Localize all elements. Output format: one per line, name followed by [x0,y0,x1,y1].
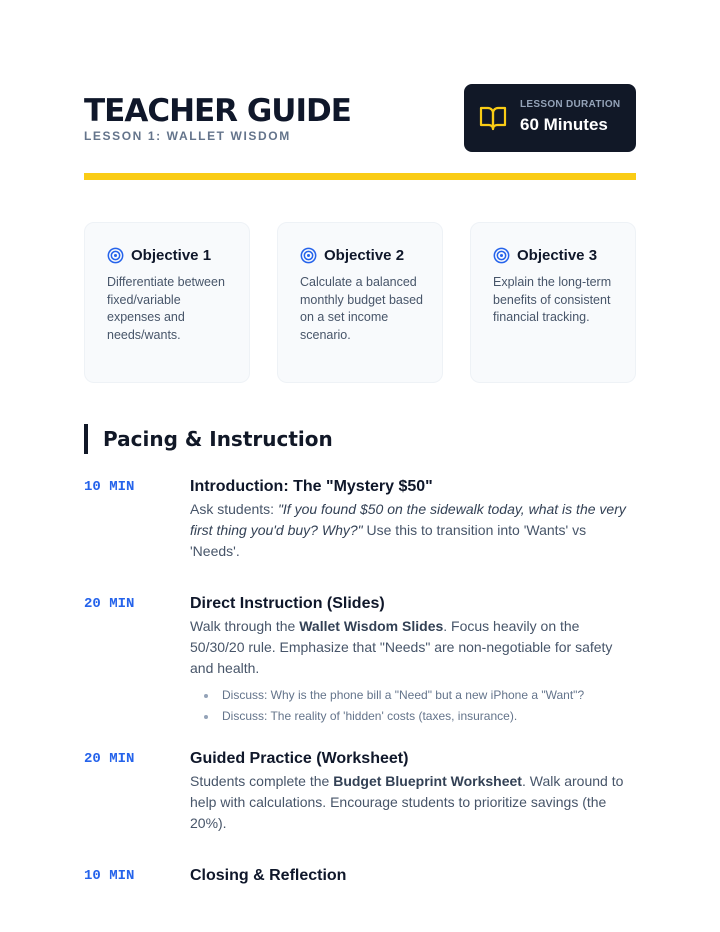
objective-card [277,222,443,383]
list-item: Discuss: Why is the phone bill a "Need" but a new iPhone a "Want"? [190,685,636,706]
pacing-description: Ask students: "If you found $50 on the sidewalk today, what is the very first thing you'd buy? Why?" Use this to transition into 'Wants' vs 'Needs'. [190,501,626,559]
pacing-title: Closing & Reflection [190,867,347,884]
pacing-heading: Pacing & Instruction [84,424,333,454]
target-icon [107,247,124,264]
pacing-title: Direct Instruction (Slides) [190,595,385,612]
slides-resource: Wallet Wisdom Slides [299,618,444,634]
worksheet-resource: Budget Blueprint Worksheet [333,773,522,789]
page-title: TEACHER GUIDE [84,93,351,129]
objective-text: Calculate a balanced monthly budget based on a set income scenario. [300,275,424,342]
objective-text: Differentiate between fixed/variable expenses and needs/wants. [107,275,225,342]
pacing-title: Guided Practice (Worksheet) [190,750,409,767]
discussion-list [190,685,636,727]
objective-card [84,222,250,383]
student-prompt-quote: "If you found $50 on the sidewalk today, what is the very first thing you'd buy? Why?" [190,501,626,538]
pacing-time: 10 MIN [84,479,135,495]
target-icon [300,247,317,264]
duration-value: 60 Minutes [520,115,608,134]
objective-text: Explain the long-term benefits of consistent financial tracking. [493,275,612,325]
objective-title: Objective 1 [131,247,212,264]
target-icon [493,247,510,264]
objective-title: Objective 3 [517,247,598,264]
objective-title: Objective 2 [324,247,405,264]
lesson-subtitle: LESSON 1: WALLET WISDOM [84,129,291,143]
header-divider [84,173,636,180]
page-header [84,84,636,152]
pacing-title: Introduction: The "Mystery $50" [190,478,433,495]
open-book-icon [479,105,507,131]
pacing-time: 20 MIN [84,596,135,612]
lesson-duration-card [464,84,636,152]
pacing-description: Walk through the Wallet Wisdom Slides. Focus heavily on the 50/30/20 rule. Emphasize that "Needs" are non-negotiable for safety and health. [190,618,613,676]
list-item: Discuss: The reality of 'hidden' costs (taxes, insurance). [190,706,636,727]
pacing-description: Students complete the Budget Blueprint Worksheet. Walk around to help with calculations. Encourage students to prioritize savings (the 20%). [190,773,624,831]
objective-card [470,222,636,383]
pacing-time: 10 MIN [84,868,135,884]
pacing-time: 20 MIN [84,751,135,767]
duration-label: LESSON DURATION [520,99,621,110]
